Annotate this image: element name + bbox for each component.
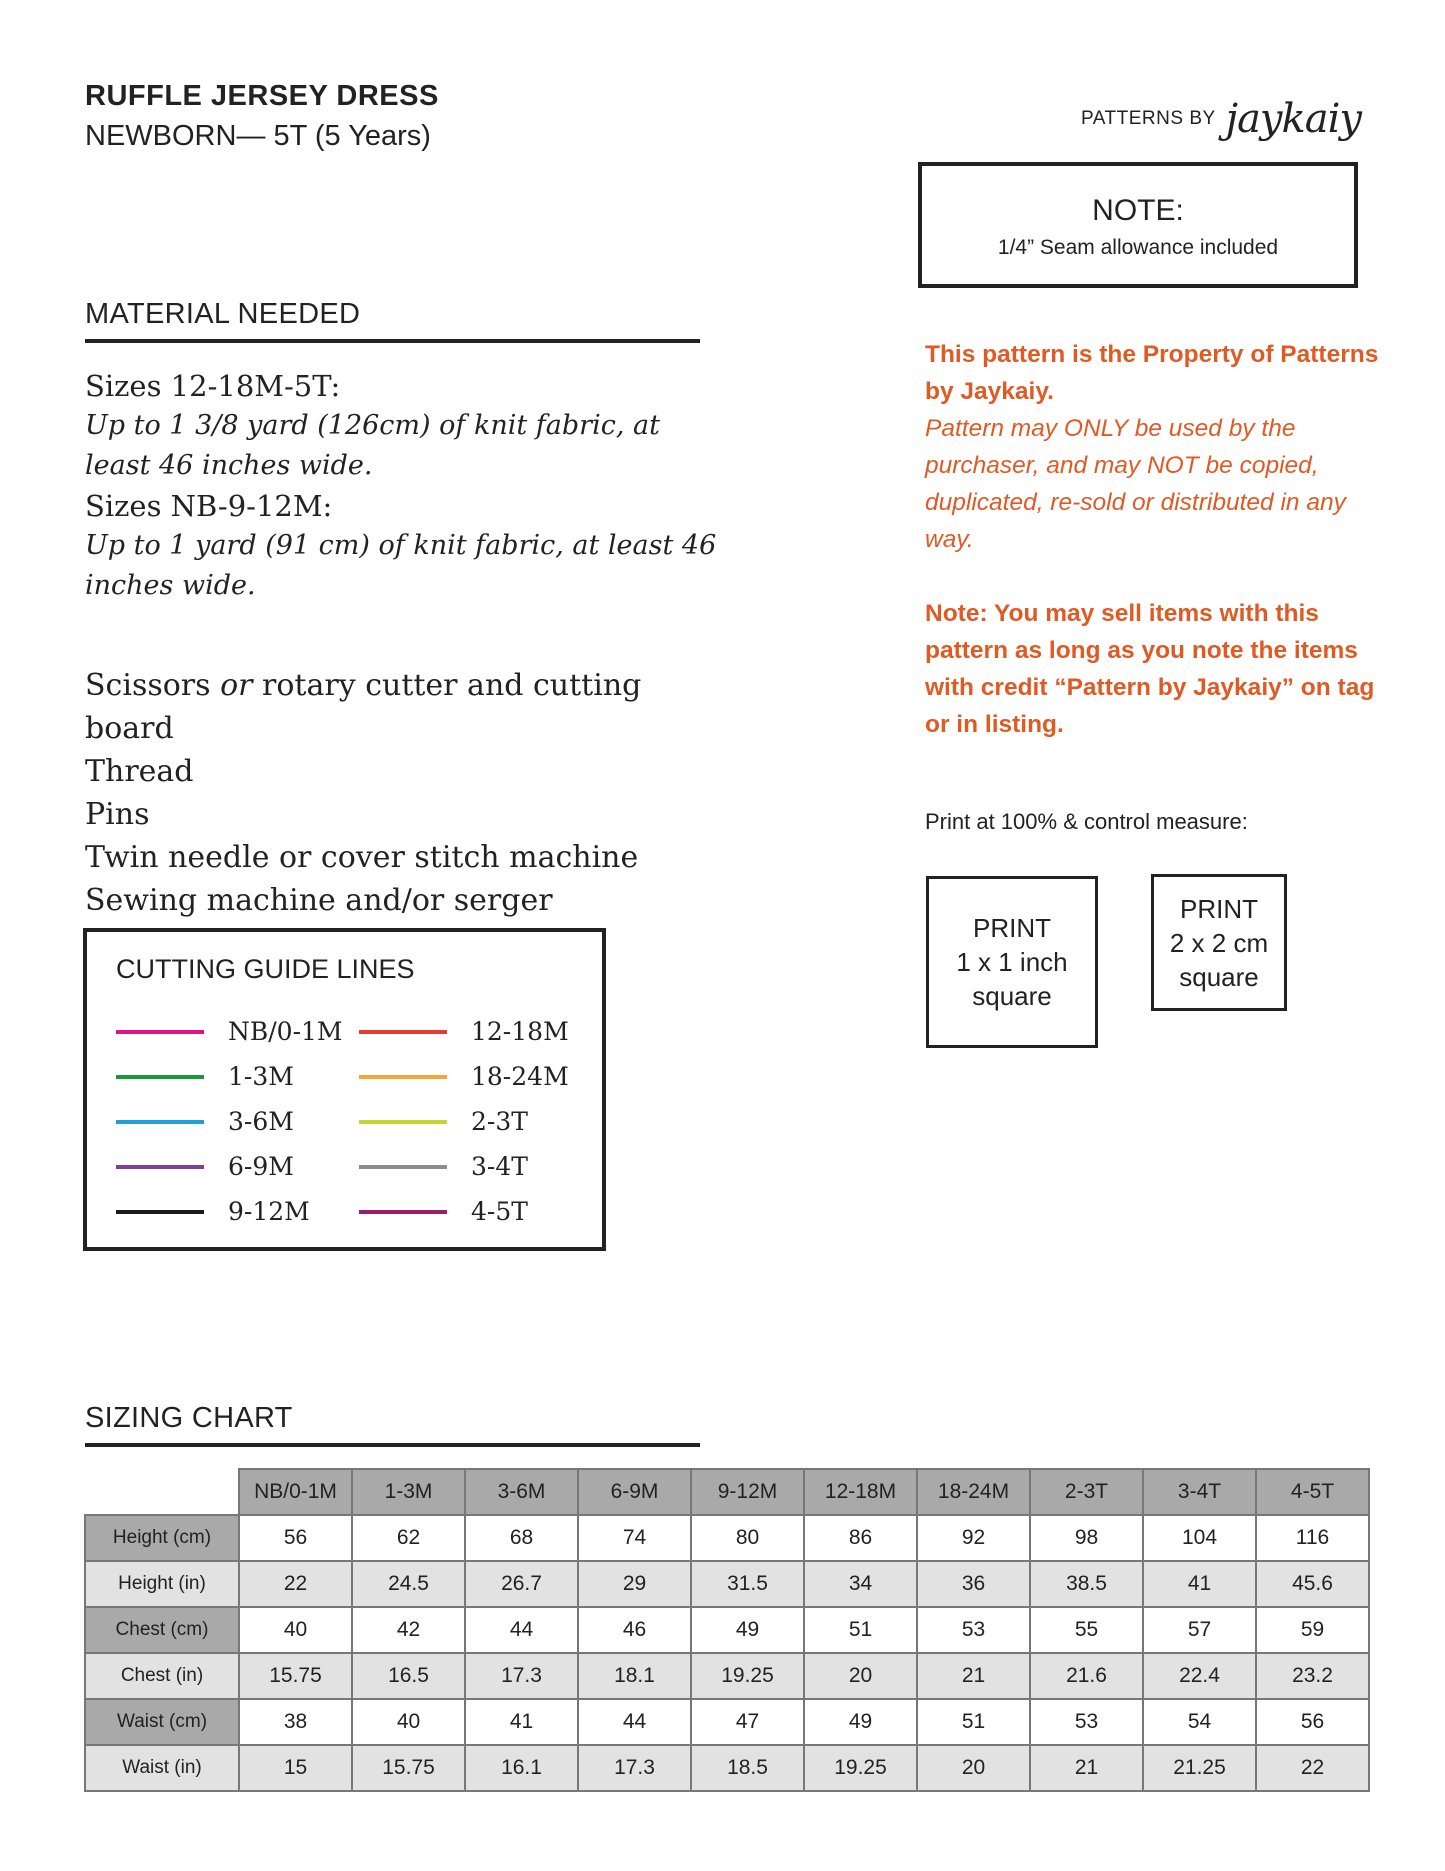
table-cell: 47: [691, 1699, 804, 1745]
table-cell: 116: [1256, 1515, 1369, 1561]
measurement-label: Height (cm): [85, 1515, 239, 1561]
measurement-label: Chest (in): [85, 1653, 239, 1699]
table-cell: 17.3: [465, 1653, 578, 1699]
table-cell: 57: [1143, 1607, 1256, 1653]
table-cell: 53: [1030, 1699, 1143, 1745]
size-column-header: 12-18M: [804, 1469, 917, 1515]
cutting-guide-heading: CUTTING GUIDE LINES: [116, 954, 415, 984]
cutting-guide-item: [359, 1107, 528, 1136]
table-cell: 21.25: [1143, 1745, 1256, 1791]
table-cell: 53: [917, 1607, 1030, 1653]
table-cell: 45.6: [1256, 1561, 1369, 1607]
property-bold: This pattern is the Property of Patterns by Jaykaiy.: [925, 341, 1379, 405]
guide-line-swatch: [116, 1030, 204, 1034]
sizing-header-row: [85, 1469, 1369, 1515]
print-test-inch-box: PRINT 1 x 1 inch square: [926, 876, 1098, 1048]
table-cell: 38: [239, 1699, 352, 1745]
table-cell: 24.5: [352, 1561, 465, 1607]
table-cell: 34: [804, 1561, 917, 1607]
guide-line-label: 9-12M: [228, 1197, 310, 1226]
sizing-divider: [85, 1443, 700, 1447]
table-cell: 16.1: [465, 1745, 578, 1791]
brand-prefix: PATTERNS BY: [1081, 108, 1216, 129]
table-cell: 22: [1256, 1745, 1369, 1791]
table-row: [85, 1745, 1369, 1791]
table-cell: 68: [465, 1515, 578, 1561]
table-row: [85, 1699, 1369, 1745]
table-cell: 55: [1030, 1607, 1143, 1653]
table-cell: 19.25: [804, 1745, 917, 1791]
table-cell: 23.2: [1256, 1653, 1369, 1699]
cutting-guide-item: [359, 1152, 528, 1181]
table-row: [85, 1561, 1369, 1607]
table-cell: 21.6: [1030, 1653, 1143, 1699]
table-cell: 41: [1143, 1561, 1256, 1607]
table-cell: 17.3: [578, 1745, 691, 1791]
materials-heading: MATERIAL NEEDED: [85, 298, 361, 330]
table-cell: 44: [578, 1699, 691, 1745]
cutting-guide-item: [359, 1062, 569, 1091]
tools-list: [85, 664, 725, 922]
table-cell: 20: [804, 1653, 917, 1699]
print-test-cm-box: PRINT 2 x 2 cm square: [1151, 874, 1287, 1011]
cutting-guide-box: [83, 928, 606, 1251]
tool-item: Sewing machine and/or serger: [85, 883, 553, 918]
table-cell: 41: [465, 1699, 578, 1745]
table-cell: 59: [1256, 1607, 1369, 1653]
materials-body: [85, 366, 725, 606]
table-cell: 26.7: [465, 1561, 578, 1607]
property-italic: Pattern may ONLY be used by the purchaser, and may NOT be copied, duplicated, re-sold or distributed in any way.: [925, 415, 1346, 553]
guide-line-swatch: [359, 1120, 447, 1124]
table-cell: 44: [465, 1607, 578, 1653]
tool-item: Pins: [85, 797, 150, 832]
table-cell: 62: [352, 1515, 465, 1561]
table-cell: 74: [578, 1515, 691, 1561]
table-cell: 80: [691, 1515, 804, 1561]
table-cell: 18.5: [691, 1745, 804, 1791]
table-cell: 15: [239, 1745, 352, 1791]
table-cell: 54: [1143, 1699, 1256, 1745]
guide-line-swatch: [116, 1210, 204, 1214]
table-cell: 29: [578, 1561, 691, 1607]
tool-item: Thread: [85, 754, 194, 789]
measurement-label: Height (in): [85, 1561, 239, 1607]
property-notice: [925, 336, 1395, 558]
table-cell: 49: [691, 1607, 804, 1653]
table-row: [85, 1653, 1369, 1699]
page-title: RUFFLE JERSEY DRESS: [85, 80, 439, 112]
guide-line-label: 3-6M: [228, 1107, 294, 1136]
note-text: 1/4” Seam allowance included: [997, 236, 1279, 259]
guide-line-label: 2-3T: [471, 1107, 528, 1136]
table-cell: 18.1: [578, 1653, 691, 1699]
page-subtitle: NEWBORN— 5T (5 Years): [85, 120, 431, 152]
cutting-guide-item: [359, 1017, 569, 1046]
table-cell: 104: [1143, 1515, 1256, 1561]
table-cell: 36: [917, 1561, 1030, 1607]
measurement-label: Waist (in): [85, 1745, 239, 1791]
cutting-guide-item: [116, 1062, 294, 1091]
cutting-guide-item: [359, 1197, 528, 1226]
guide-line-label: 1-3M: [228, 1062, 294, 1091]
size-column-header: 4-5T: [1256, 1469, 1369, 1515]
table-cell: 19.25: [691, 1653, 804, 1699]
size-range-a: Sizes 12-18M-5T:: [85, 369, 341, 403]
table-cell: 86: [804, 1515, 917, 1561]
table-cell: 15.75: [352, 1745, 465, 1791]
table-cell: 56: [239, 1515, 352, 1561]
cutting-guide-item: [116, 1017, 343, 1046]
guide-line-label: NB/0-1M: [228, 1017, 343, 1046]
cutting-guide-item: [116, 1197, 310, 1226]
sell-note: Note: You may sell items with this pattern as long as you note the items with credit “Pattern by Jaykaiy” on tag or in listing.: [925, 600, 1375, 738]
sizing-table: [84, 1468, 1370, 1792]
guide-line-swatch: [359, 1210, 447, 1214]
tool-item: Twin needle or cover stitch machine: [85, 840, 639, 875]
table-row: [85, 1607, 1369, 1653]
table-cell: 51: [917, 1699, 1030, 1745]
table-cell: 16.5: [352, 1653, 465, 1699]
table-cell: 21: [1030, 1745, 1143, 1791]
table-cell: 98: [1030, 1515, 1143, 1561]
brand: [1081, 96, 1361, 142]
fabric-desc-a: Up to 1 3/8 yard (126cm) of knit fabric, at least 46 inches wide.: [85, 410, 660, 481]
guide-line-swatch: [359, 1030, 447, 1034]
size-column-header: NB/0-1M: [239, 1469, 352, 1515]
fabric-desc-b: Up to 1 yard (91 cm) of knit fabric, at least 46 inches wide.: [85, 530, 717, 601]
table-cell: 46: [578, 1607, 691, 1653]
measurement-label: Waist (cm): [85, 1699, 239, 1745]
size-range-b: Sizes NB-9-12M:: [85, 489, 333, 523]
size-column-header: 3-4T: [1143, 1469, 1256, 1515]
table-cell: 22: [239, 1561, 352, 1607]
table-cell: 56: [1256, 1699, 1369, 1745]
table-cell: 15.75: [239, 1653, 352, 1699]
brand-logo: jaykaiy: [1225, 96, 1361, 142]
table-cell: 38.5: [1030, 1561, 1143, 1607]
guide-line-label: 18-24M: [471, 1062, 569, 1091]
table-cell: 21: [917, 1653, 1030, 1699]
print-instruction: Print at 100% & control measure:: [925, 809, 1248, 834]
guide-line-swatch: [359, 1165, 447, 1169]
table-cell: 31.5: [691, 1561, 804, 1607]
table-cell: 40: [352, 1699, 465, 1745]
guide-line-label: 3-4T: [471, 1152, 528, 1181]
guide-line-swatch: [116, 1165, 204, 1169]
note-box: [918, 162, 1358, 288]
tool-item: Scissors or rotary cutter and cutting board: [85, 668, 642, 746]
table-cell: 22.4: [1143, 1653, 1256, 1699]
table-cell: 92: [917, 1515, 1030, 1561]
cutting-guide-item: [116, 1152, 294, 1181]
guide-line-swatch: [116, 1075, 204, 1079]
note-heading: NOTE:: [1092, 194, 1184, 227]
table-cell: 40: [239, 1607, 352, 1653]
table-row: [85, 1515, 1369, 1561]
materials-divider: [85, 339, 700, 343]
guide-line-label: 6-9M: [228, 1152, 294, 1181]
size-column-header: 18-24M: [917, 1469, 1030, 1515]
guide-line-swatch: [359, 1075, 447, 1079]
table-cell: 51: [804, 1607, 917, 1653]
table-cell: 49: [804, 1699, 917, 1745]
size-column-header: 9-12M: [691, 1469, 804, 1515]
table-cell: 20: [917, 1745, 1030, 1791]
table-cell: 42: [352, 1607, 465, 1653]
sizing-heading: SIZING CHART: [85, 1402, 293, 1434]
guide-line-label: 12-18M: [471, 1017, 569, 1046]
guide-line-swatch: [116, 1120, 204, 1124]
size-column-header: 1-3M: [352, 1469, 465, 1515]
size-column-header: 6-9M: [578, 1469, 691, 1515]
measurement-label: Chest (cm): [85, 1607, 239, 1653]
cutting-guide-item: [116, 1107, 294, 1136]
size-column-header: 2-3T: [1030, 1469, 1143, 1515]
size-column-header: 3-6M: [465, 1469, 578, 1515]
guide-line-label: 4-5T: [471, 1197, 528, 1226]
